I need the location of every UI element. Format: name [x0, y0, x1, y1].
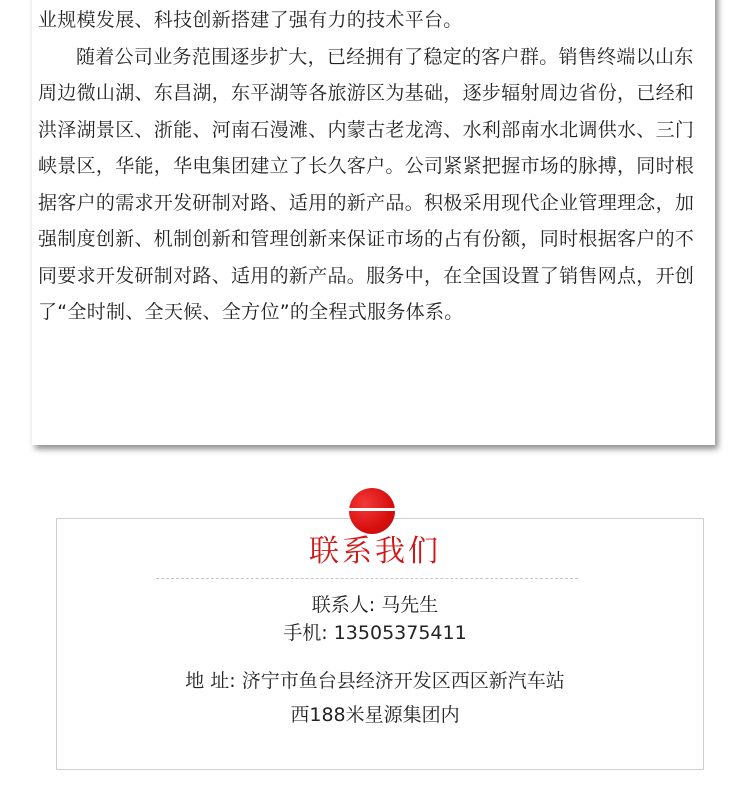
dashed-divider — [156, 578, 578, 579]
contact-person: 联系人: 马先生 — [311, 594, 439, 616]
intro-text — [38, 2, 698, 331]
contact-address-line2: 西188米星源集团内 — [290, 704, 460, 726]
intro-partial-line: 业规模发展、科技创新搭建了强有力的技术平台。 — [38, 9, 463, 31]
contact-phone[interactable]: 手机: 13505375411 — [283, 622, 467, 644]
contact-title: 联系我们 — [309, 534, 441, 569]
red-circle-ornament — [349, 488, 395, 534]
contact-address-line1: 地 址: 济宁市鱼台县经济开发区西区新汽车站 — [185, 670, 565, 692]
intro-paragraph: 随着公司业务范围逐步扩大，已经拥有了稳定的客户群。销售终端以山东周边微山湖、东昌湖，东平湖等各旅游区为基础，逐步辐射周边省份，已经和洪泽湖景区、浙能、河南石漫滩、内蒙古老龙湾、水利部南水北调供水、三门峡景区，华能，华电集团建立了长久客户。公司紧紧把握市场的脉搏，同时根据客户的需求开发研制对路、适用的新产品。积极采用现代企业管理理念，加强制度创新、机制创新和管理创新来保证市场的占有份额，同时根据客户的不同要求开发研制对路、适用的新产品。服务中，在全国设置了销售网点，开创了“全时制、全天候、全方位”的全程式服务体系。 — [38, 45, 695, 323]
